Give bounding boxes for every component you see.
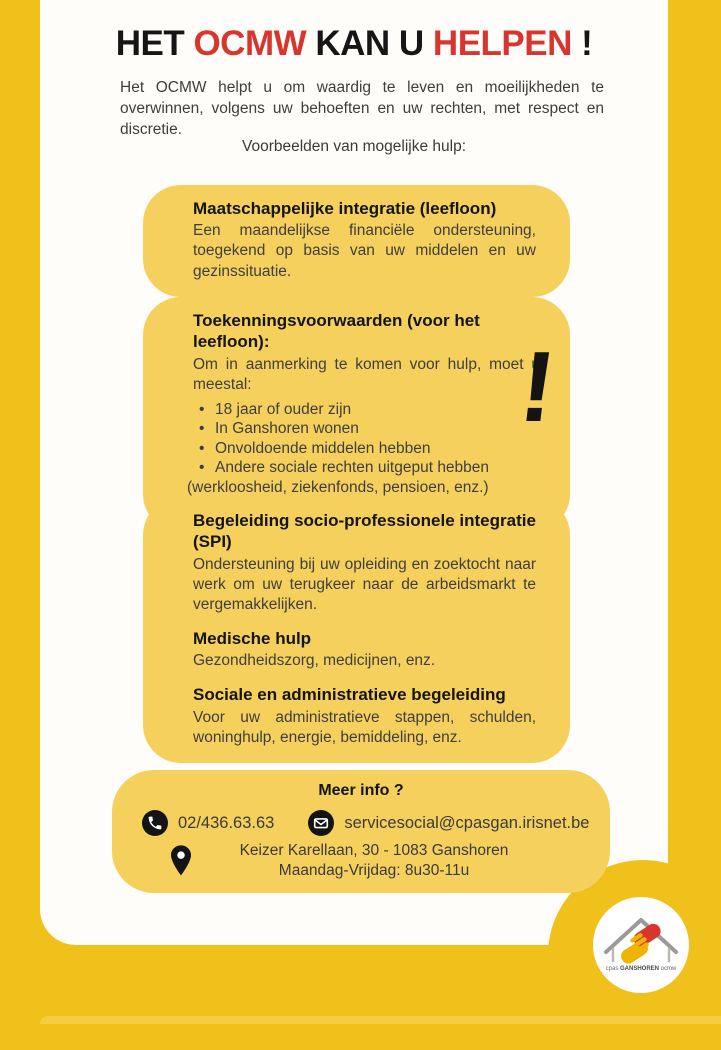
bullet-dot: • (199, 439, 205, 457)
flyer-content (40, 0, 668, 945)
bullet-dot: • (199, 459, 205, 477)
card-title: Sociale en administratieve begeleiding (193, 685, 506, 705)
phone-number: 02/436.63.63 (178, 813, 275, 832)
bullet-item (193, 439, 538, 459)
card-title: Begeleiding socio-professionele integratie (SPI) (193, 511, 536, 552)
intro-paragraph: Het OCMW helpt u om waardig te leven en moeilijkheden te overwinnen, volgens uw behoeften en uw rechten, met respect en discretie. (120, 79, 604, 139)
bullet-text: 18 jaar of ouder zijn (215, 400, 352, 418)
bullet-note: (werkloosheid, ziekenfonds, pensioen, enz.) (187, 478, 489, 496)
bullet-item (193, 400, 538, 420)
handshake-house-icon (593, 897, 689, 993)
contact-info-card (112, 770, 610, 893)
bullet-text: In Ganshoren wonen (215, 420, 359, 438)
exclamation-mark: ! (513, 331, 561, 443)
organization-logo (593, 897, 689, 993)
bullet-item (193, 419, 538, 439)
bullet-dot: • (199, 400, 205, 418)
email-group (308, 810, 589, 836)
card-section-medische-hulp (193, 628, 536, 671)
location-pin-icon (166, 843, 196, 879)
title-part: HET (115, 24, 194, 63)
bullet-text: Onvoldoende middelen hebben (215, 439, 431, 457)
bullet-dot: • (199, 420, 205, 438)
card-body: Om in aanmerking te komen voor hulp, moet u meestal: (193, 355, 540, 393)
address-line-2: Maandag-Vrijdag: 8u30-11u (278, 861, 470, 879)
contact-title: Meer info ? (318, 782, 404, 799)
card-title: Medische hulp (193, 628, 312, 648)
page-title (40, 24, 668, 64)
title-part: ! (571, 24, 593, 63)
card-body: Voor uw administratieve stappen, schulden, woninghulp, energie, bemiddeling, enz. (193, 708, 536, 746)
card-body: Ondersteuning bij uw opleiding en zoektocht naar werk om uw terugkeer naar de arbeidsmarkt te vergemakkelijken. (193, 555, 536, 613)
card-section-sociale-begeleiding (193, 684, 536, 748)
title-part-ocmw: OCMW (193, 24, 307, 63)
bullet-item (193, 458, 538, 478)
title-part: KAN U (306, 24, 433, 63)
address-block (196, 841, 592, 881)
email-icon (308, 810, 334, 836)
contact-row-address (166, 841, 592, 881)
card-title: Maatschappelijke integratie (leefloon) (193, 199, 497, 218)
address-line-1: Keizer Karellaan, 30 - 1083 Ganshoren (239, 842, 509, 859)
card-body: Gezondheidszorg, medicijnen, enz. (193, 652, 436, 670)
bullet-text: Andere sociale rechten uitgeput hebben (215, 459, 490, 477)
phone-icon (142, 810, 168, 836)
card-begeleiding (143, 497, 570, 763)
logo-text: cpas GANSHOREN ocmw (605, 966, 677, 972)
next-page-edge (40, 1016, 721, 1024)
card-title: Toekenningsvoorwaarden (voor het leefloon): (193, 311, 480, 352)
card-body: Een maandelijkse financiële ondersteuning, toegekend op basis van uw middelen en uw gezinssituatie. (193, 222, 536, 280)
contact-row-phone-email (142, 810, 592, 836)
card-section-spi (193, 510, 536, 615)
examples-label: Voorbeelden van mogelijke hulp: (241, 138, 467, 155)
email-address: servicesocial@cpasgan.irisnet.be (344, 813, 590, 832)
title-part-helpen: HELPEN (432, 24, 572, 63)
phone-group (142, 810, 274, 836)
card-maatschappelijke-integratie (143, 185, 570, 297)
